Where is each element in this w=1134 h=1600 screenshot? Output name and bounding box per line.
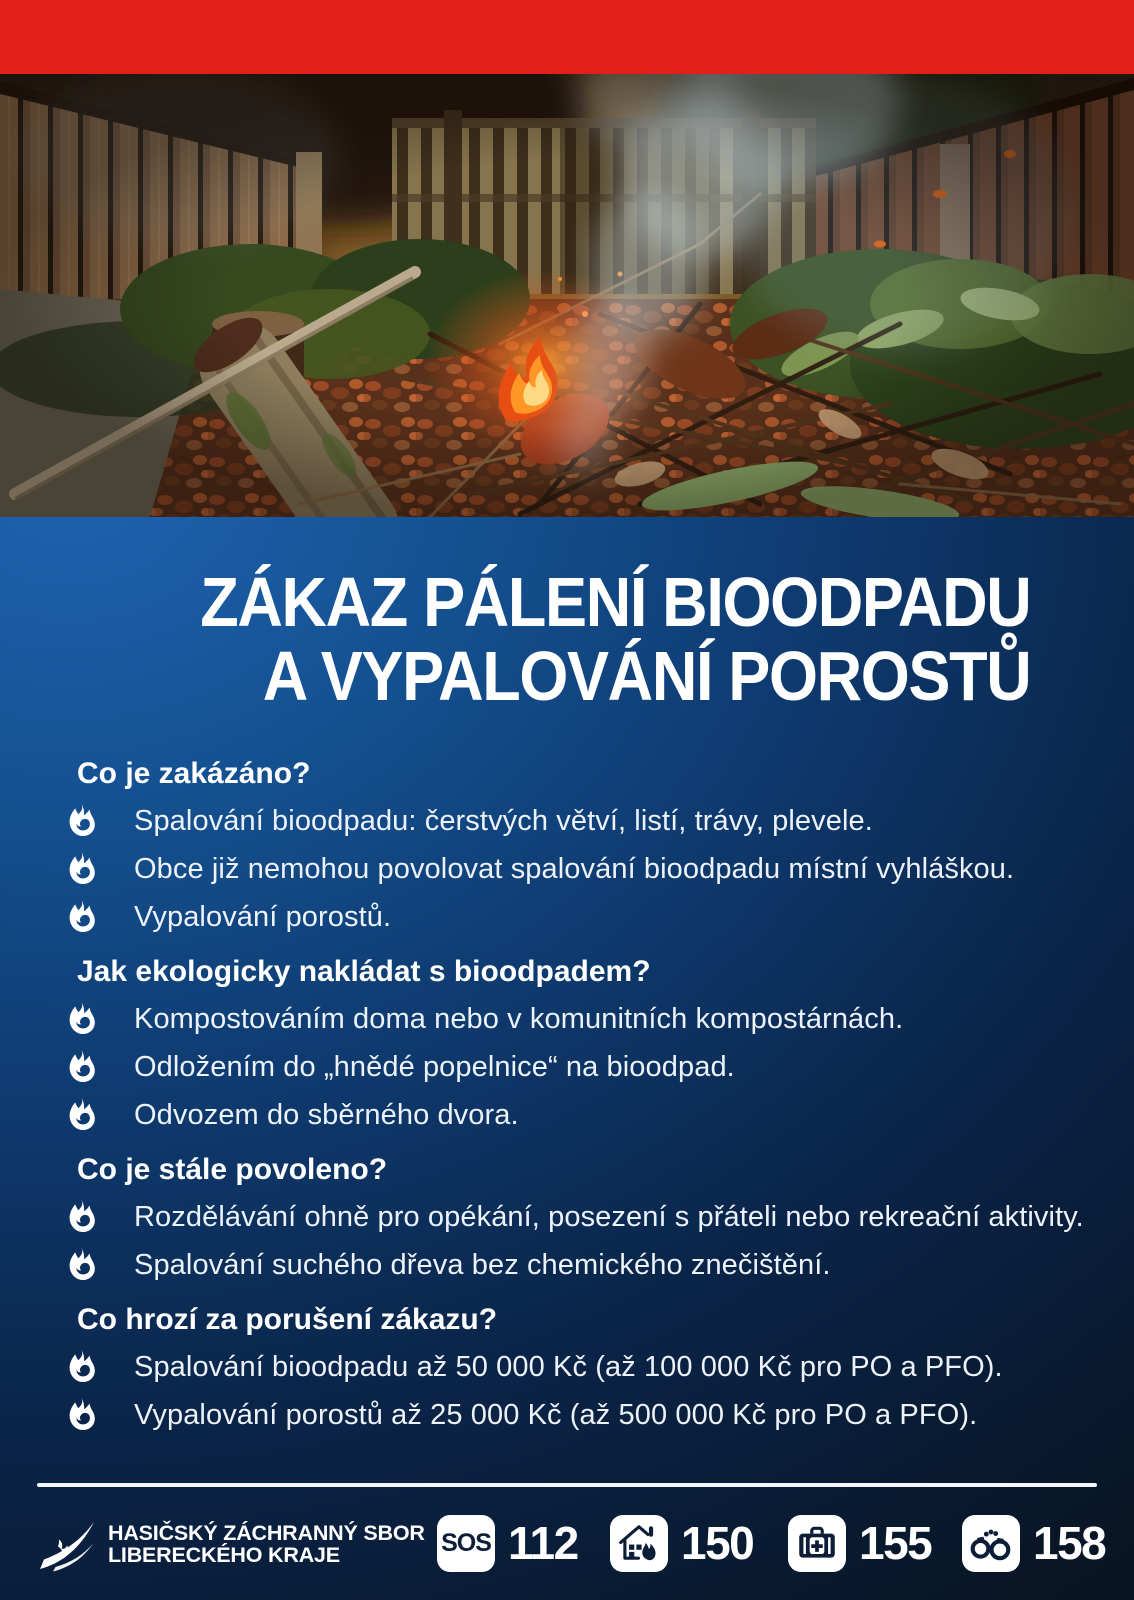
list-item-text: Spalování bioodpadu až 50 000 Kč (až 100 000 Kč pro PO a PFO). [134, 1350, 1003, 1383]
list-item [77, 1193, 1106, 1241]
flame-bullet-icon [68, 1049, 97, 1085]
medical-bag-icon [794, 1520, 840, 1566]
list-item [77, 1043, 1106, 1091]
list-item-text: Vypalování porostů. [134, 900, 392, 933]
list-item-text: Odvozem do sběrného dvora. [134, 1098, 519, 1131]
list-item-text: Odložením do „hnědé popelnice“ na bioodpad. [134, 1050, 735, 1083]
flame-bullet-icon [68, 1247, 97, 1283]
emergency-number-150: 150 [681, 1517, 754, 1569]
sos-badge [437, 1515, 495, 1572]
list-item-text: Rozdělávání ohně pro opékání, posezení s přáteli nebo rekreační aktivity. [134, 1200, 1084, 1233]
content [77, 757, 1106, 1439]
section-heading-eco: Jak ekologicky nakládat s bioodpadem? [77, 955, 651, 988]
org-name-line-2: LIBERECKÉHO KRAJE [108, 1543, 340, 1567]
section-heading-prohibited: Co je zakázáno? [77, 757, 311, 790]
flame-bullet-icon [68, 803, 97, 839]
emergency-number-155: 155 [859, 1517, 932, 1569]
fire-house-icon [616, 1520, 662, 1566]
handcuffs-badge [962, 1515, 1020, 1572]
emergency-number-158: 158 [1033, 1517, 1106, 1569]
list-item [77, 845, 1106, 893]
flame-bullet-icon [68, 899, 97, 935]
poster-title [199, 563, 1030, 716]
org-name-line-1: HASIČSKÝ ZÁCHRANNÝ SBOR [108, 1520, 425, 1545]
list-item [77, 797, 1106, 845]
list-item [77, 1343, 1106, 1391]
org-logo [38, 1515, 425, 1573]
info-panel [0, 517, 1134, 1600]
medical-bag-badge [788, 1515, 846, 1572]
garden-fire-illustration [0, 74, 1134, 517]
flame-bullet-icon [68, 851, 97, 887]
section-heading-penalties: Co hrozí za porušení zákazu? [77, 1303, 498, 1336]
emergency-158 [962, 1513, 1105, 1573]
emergency-150 [610, 1513, 753, 1573]
hero-photo [0, 74, 1134, 517]
flame-bullet-icon [68, 1349, 97, 1385]
list-item-text: Obce již nemohou povolovat spalování bioodpadu místní vyhláškou. [134, 852, 1015, 885]
footer-divider [37, 1483, 1097, 1487]
list-item-text: Spalování suchého dřeva bez chemického znečištění. [134, 1248, 831, 1281]
top-red-bar [0, 0, 1134, 74]
list-item-text: Vypalování porostů až 25 000 Kč (až 500 000 Kč pro PO a PFO). [134, 1398, 978, 1431]
title-line-2: A VYPALOVÁNÍ POROSTŮ [262, 637, 1030, 716]
flame-bullet-icon [68, 1001, 97, 1037]
list-item [77, 1091, 1106, 1139]
flame-bullet-icon [68, 1097, 97, 1133]
flame-bullet-icon [68, 1199, 97, 1235]
sos-label: SOS [441, 1528, 491, 1557]
list-item-text: Kompostováním doma nebo v komunitních kompostárnách. [134, 1002, 904, 1035]
list-item [77, 893, 1106, 941]
list-item [77, 1241, 1106, 1289]
list-item [77, 1391, 1106, 1439]
hzs-flame-logo-icon [38, 1515, 102, 1573]
flame-bullet-icon [68, 1397, 97, 1433]
emergency-155 [788, 1513, 931, 1573]
title-line-1: ZÁKAZ PÁLENÍ BIOODPADU [199, 563, 1030, 641]
list-item [77, 995, 1106, 1043]
org-name [108, 1522, 425, 1567]
fire-house-badge [610, 1515, 668, 1572]
emergency-number-112: 112 [508, 1517, 578, 1569]
section-heading-allowed: Co je stále povoleno? [77, 1153, 388, 1186]
handcuffs-icon [968, 1520, 1014, 1566]
emergency-112 [437, 1513, 578, 1573]
list-item-text: Spalování bioodpadu: čerstvých větví, listí, trávy, plevele. [134, 804, 873, 837]
